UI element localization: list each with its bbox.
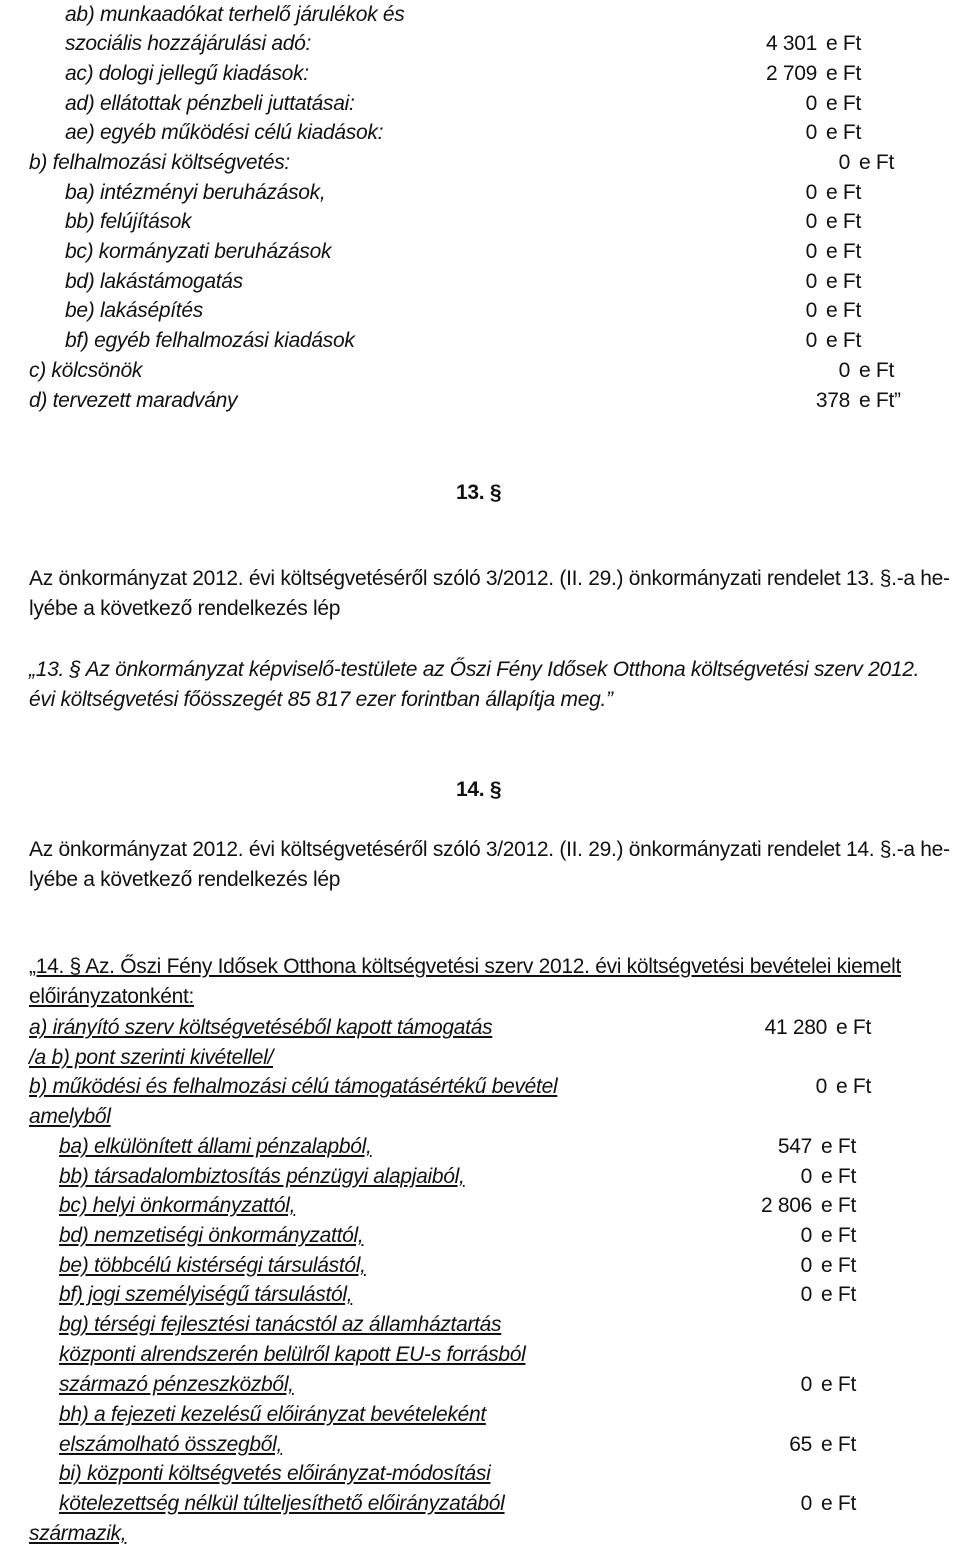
section-13-text-line1: „13. § Az önkormányzat képviselő-testülete az Őszi Fény Idősek Otthona költségvetési szerv 2012. (29, 658, 920, 681)
rev-bg-line3: származó pénzeszközből, (59, 1373, 294, 1396)
section-13-heading: 13. § (456, 481, 502, 504)
item-be-value: 0 (805, 299, 817, 322)
rev-a-unit: e Ft (836, 1016, 871, 1039)
rev-bc: bc) helyi önkormányzattól, (59, 1194, 296, 1217)
rev-b-line2: amelyből (29, 1105, 111, 1128)
section-14-text-line2: előirányzatonként: (29, 985, 195, 1008)
item-ab-value: 4 301 (765, 32, 817, 55)
rev-bb: bb) társadalombiztosítás pénzügyi alapjaiból, (59, 1165, 465, 1188)
rev-b-unit: e Ft (836, 1075, 871, 1098)
item-bd-value: 0 (805, 270, 817, 293)
item-ac-unit: e Ft (826, 62, 861, 85)
item-bb-value: 0 (805, 210, 817, 233)
rev-bh-line1: bh) a fejezeti kezelésű előirányzat bevételeként (59, 1403, 486, 1426)
item-bf-unit: e Ft (826, 329, 861, 352)
section-14-heading: 14. § (456, 778, 502, 801)
item-bc-unit: e Ft (826, 240, 861, 263)
rev-bd: bd) nemzetiségi önkormányzattól, (59, 1224, 364, 1247)
rev-bc-value: 2 806 (760, 1194, 812, 1217)
item-d-unit: e Ft” (859, 389, 901, 412)
section-13-intro-line2: lyébe a következő rendelkezés lép (29, 597, 341, 620)
item-ae: ae) egyéb működési célú kiadások: (65, 121, 384, 144)
item-bf: bf) egyéb felhalmozási kiadások (65, 329, 355, 352)
rev-ba: ba) elkülönített állami pénzalapból, (59, 1135, 372, 1158)
item-b: b) felhalmozási költségvetés: (29, 151, 290, 174)
item-ab-line1: ab) munkaadókat terhelő járulékok és (65, 3, 405, 26)
item-bb: bb) felújítások (65, 210, 192, 233)
item-c-value: 0 (838, 359, 850, 382)
rev-bg-value: 0 (800, 1373, 812, 1396)
section-14-intro-line2: lyébe a következő rendelkezés lép (29, 868, 341, 891)
item-bf-value: 0 (805, 329, 817, 352)
item-bd-unit: e Ft (826, 270, 861, 293)
rev-bg-unit: e Ft (821, 1373, 856, 1396)
section-14-intro-line1: Az önkormányzat 2012. évi költségvetéséről szóló 3/2012. (II. 29.) önkormányzati rendelet 14. §.-a he- (29, 838, 950, 861)
item-c-unit: e Ft (859, 359, 894, 382)
item-ba-value: 0 (805, 181, 817, 204)
rev-bi-line1: bi) központi költségvetés előirányzat-módosítási (59, 1462, 491, 1485)
rev-bf-unit: e Ft (821, 1283, 856, 1306)
item-ac-value: 2 709 (765, 62, 817, 85)
item-ac: ac) dologi jellegű kiadások: (65, 62, 309, 85)
item-ba-unit: e Ft (826, 181, 861, 204)
item-ad-unit: e Ft (826, 92, 861, 115)
item-bd: bd) lakástámogatás (65, 270, 243, 293)
rev-b-line1: b) működési és felhalmozási célú támogatásértékű bevétel (29, 1075, 558, 1098)
section-14-text-line1: „14. § Az. Őszi Fény Idősek Otthona költségvetési szerv 2012. évi költségvetési bevételei kiemelt (29, 955, 902, 978)
rev-bg-line2: központi alrendszerén belülről kapott EU-s forrásból (59, 1343, 526, 1366)
item-bb-unit: e Ft (826, 210, 861, 233)
item-ab-unit: e Ft (826, 32, 861, 55)
item-c: c) kölcsönök (29, 359, 143, 382)
rev-bi-line2: kötelezettség nélkül túlteljesíthető előirányzatából (59, 1492, 505, 1515)
rev-bb-value: 0 (800, 1165, 812, 1188)
rev-bh-unit: e Ft (821, 1433, 856, 1456)
rev-bb-unit: e Ft (821, 1165, 856, 1188)
item-bc-value: 0 (805, 240, 817, 263)
rev-ba-unit: e Ft (821, 1135, 856, 1158)
rev-a-value: 41 280 (764, 1016, 827, 1039)
item-b-unit: e Ft (859, 151, 894, 174)
item-ad-value: 0 (805, 92, 817, 115)
rev-be: be) többcélú kistérségi társulástól, (59, 1254, 366, 1277)
rev-bc-unit: e Ft (821, 1194, 856, 1217)
rev-bg-line1: bg) térségi fejlesztési tanácstól az államháztartás (59, 1313, 502, 1336)
rev-bh-value: 65 (789, 1433, 812, 1456)
item-ad: ad) ellátottak pénzbeli juttatásai: (65, 92, 355, 115)
item-ba: ba) intézményi beruházások, (65, 181, 326, 204)
item-b-value: 0 (838, 151, 850, 174)
rev-bf: bf) jogi személyiségű társulástól, (59, 1283, 353, 1306)
item-ab-line2: szociális hozzájárulási adó: (65, 32, 312, 55)
rev-b-value: 0 (815, 1075, 827, 1098)
section-13-intro-line1: Az önkormányzat 2012. évi költségvetéséről szóló 3/2012. (II. 29.) önkormányzati rendelet 13. §.-a he- (29, 567, 950, 590)
section-13-text-line2: évi költségvetési főösszegét 85 817 ezer forintban állapítja meg.” (29, 688, 613, 711)
rev-a-line1: a) irányító szerv költségvetéséből kapott támogatás (29, 1016, 493, 1039)
item-be-unit: e Ft (826, 299, 861, 322)
rev-be-value: 0 (800, 1254, 812, 1277)
rev-bh-line2: elszámolható összegből, (59, 1433, 283, 1456)
rev-bi-unit: e Ft (821, 1492, 856, 1515)
rev-bi-line3: származik, (29, 1522, 127, 1545)
item-d: d) tervezett maradvány (29, 389, 238, 412)
item-bc: bc) kormányzati beruházások (65, 240, 332, 263)
item-ae-unit: e Ft (826, 121, 861, 144)
item-ae-value: 0 (805, 121, 817, 144)
rev-be-unit: e Ft (821, 1254, 856, 1277)
rev-bi-value: 0 (800, 1492, 812, 1515)
item-be: be) lakásépítés (65, 299, 203, 322)
rev-a-line2: /a b) pont szerinti kivétellel/ (29, 1046, 273, 1069)
rev-ba-value: 547 (777, 1135, 812, 1158)
rev-bd-value: 0 (800, 1224, 812, 1247)
item-d-value: 378 (815, 389, 850, 412)
rev-bd-unit: e Ft (821, 1224, 856, 1247)
rev-bf-value: 0 (800, 1283, 812, 1306)
